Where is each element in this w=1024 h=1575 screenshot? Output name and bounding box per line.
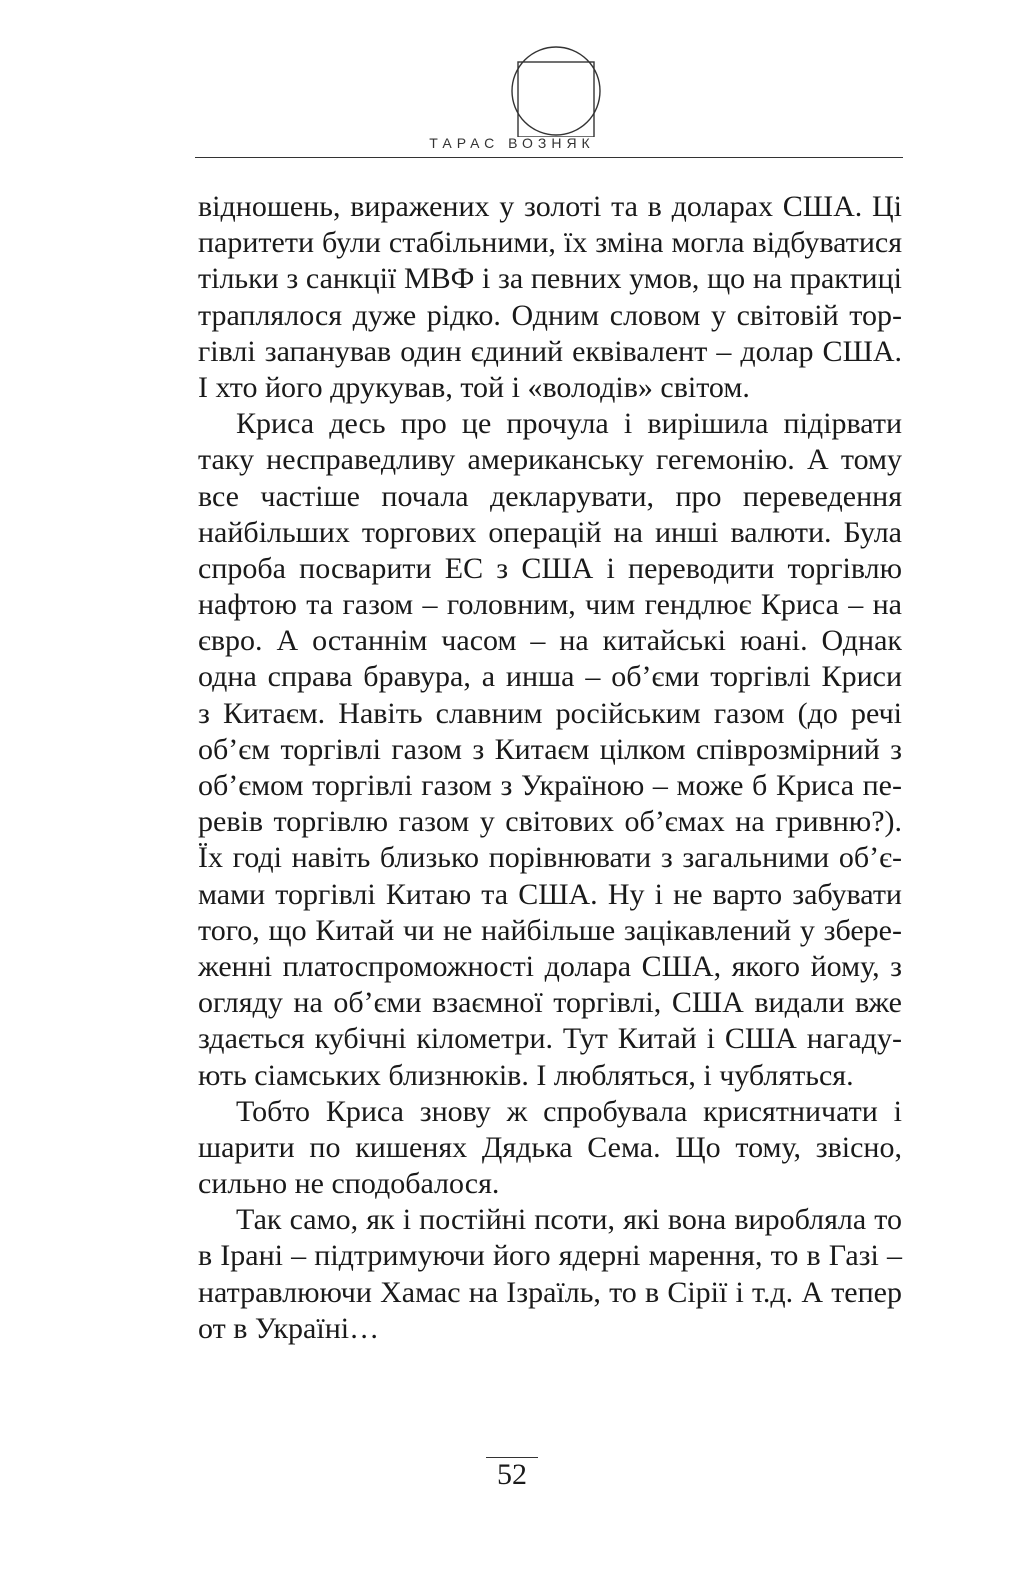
text-line: шарити по кишенях Дядька Сема. Що тому, звісно, — [198, 1130, 902, 1164]
page-footer — [0, 1457, 1024, 1492]
page-number: 52 — [486, 1457, 538, 1492]
text-line: гівлі запанував один єдиний еквівалент – долар США. — [198, 334, 902, 368]
text-line: натравлюючи Хамас на Ізраїль, то в Сірії і т.д. А тепер — [198, 1275, 902, 1309]
text-line: Тобто Криса знову ж спробувала крисятничати і — [236, 1094, 902, 1128]
text-line: таку несправедливу американську гегемонію. А тому — [198, 443, 902, 477]
text-line: огляду на об’єми взаємної торгівлі, США видали вже — [198, 986, 902, 1020]
text-line: ревів торгівлю газом у світових об’ємах на гривню?). — [198, 805, 902, 839]
text-line: об’ємом торгівлі газом з Україною – може б Криса пе- — [198, 769, 902, 802]
text-line: от в Україні… — [198, 1311, 380, 1345]
text-line: сильно не сподобалося. — [198, 1167, 500, 1201]
header-divider — [195, 157, 903, 158]
text-line: паритети були стабільними, їх зміна могла відбуватися — [198, 226, 902, 260]
text-line: одна справа бравура, а инша – об’єми торгівлі Криси — [198, 660, 902, 694]
body-text — [198, 189, 902, 1347]
text-line: І хто його друкував, той і «володів» світом. — [198, 370, 750, 404]
text-line: траплялося дуже рідко. Одним словом у світовій тор- — [198, 298, 902, 332]
text-line: нафтою та газом – головним, чим гендлює Криса – на — [198, 588, 902, 622]
text-line: найбільших торгових операцій на инші валюти. Була — [198, 515, 902, 549]
text-line: спроба посварити ЕС з США і переводити торгівлю — [198, 551, 902, 585]
text-line: з Китаєм. Навіть славним російським газом (до речі — [198, 696, 902, 730]
text-line: ють сіамських близнюків. І люблятьcя, і чубляться. — [198, 1058, 854, 1092]
text-line: євро. А останнім часом – на китайські юані. Однак — [198, 624, 902, 658]
text-line: Так само, як і постійні псоти, які вона виробляла то — [236, 1203, 902, 1237]
author-emblem-icon — [510, 45, 602, 137]
text-line: тільки з санкції МВФ і за певних умов, що на практиці — [198, 262, 902, 296]
text-line: того, що Китай чи не найбільше зацікавлений у збере- — [198, 913, 902, 947]
text-line: все частіше почала декларувати, про переведення — [198, 479, 902, 513]
text-line: в Ірані – підтримуючи його ядерні марення, то в Газі – — [198, 1239, 902, 1273]
text-line: відношень, виражених у золоті та в доларах США. Ці — [198, 190, 902, 223]
text-line: об’єм торгівлі газом з Китаєм цілком співрозмірний з — [198, 732, 902, 766]
text-line: мами торгівлі Китаю та США. Ну і не варто забувати — [198, 877, 902, 911]
text-line: Їх годі навіть близько порівнювати з загальними об’є- — [198, 841, 902, 875]
text-line: женні платоспроможності долара США, якого йому, з — [198, 949, 902, 983]
running-header-author: ТАРАС ВОЗНЯК — [429, 135, 595, 151]
text-line: здається кубічні кілометри. Тут Китай і США нагаду- — [198, 1022, 902, 1056]
text-line: Криса десь про це прочула і вирішила підірвати — [236, 407, 902, 441]
